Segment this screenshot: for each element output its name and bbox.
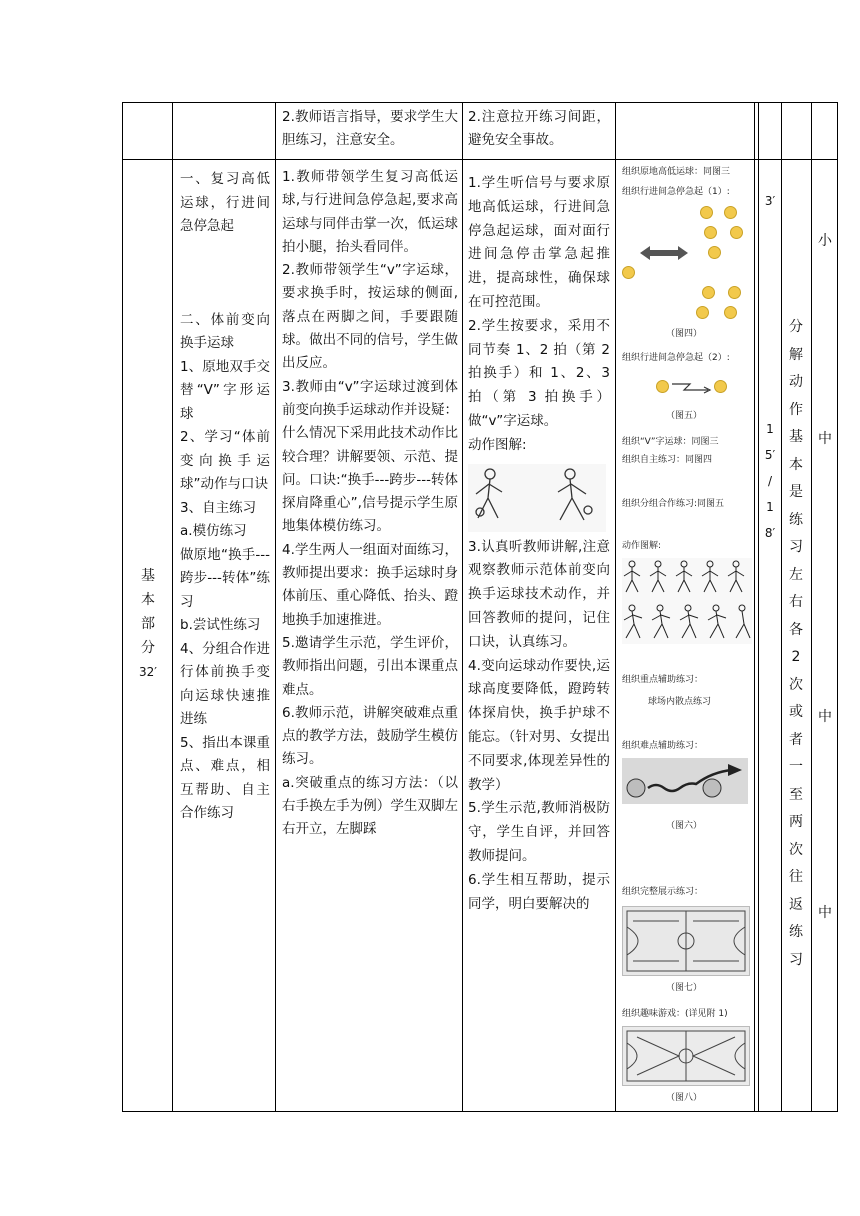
count-char: 一 — [789, 759, 803, 775]
org-line: 球场内散点练习 — [648, 697, 712, 707]
teacher-step: 6.教师示范，讲解突破难点重点的教学方法，鼓励学生模仿练习。 — [282, 704, 458, 768]
student-icon — [696, 306, 709, 319]
student-icon — [702, 286, 715, 299]
org-line: 组织行进间急停急起（2）: — [622, 353, 730, 363]
count-char: 习 — [789, 539, 803, 555]
content-cell — [180, 168, 270, 826]
org-figure-5 — [652, 378, 732, 398]
time-char: / — [767, 474, 773, 488]
count-char: 分 — [789, 319, 803, 335]
teacher-step: 5.邀请学生示范，学生评价，教师指出问题，引出本课重点难点。 — [282, 634, 458, 698]
org-line: 组织原地高低运球：同图三 — [622, 167, 731, 177]
org-line: 组织“V”字运球：同图三 — [622, 437, 719, 447]
student-icon — [728, 286, 741, 299]
content-item: 1、原地双手交替“V”字形运球 — [180, 358, 270, 422]
col-line — [275, 102, 276, 1112]
time-char: 8′ — [764, 526, 776, 540]
fun-game-court-image-8 — [622, 1026, 750, 1086]
student-icon — [704, 226, 717, 239]
org-figure-4 — [620, 202, 752, 326]
section-label-time: 32′ — [139, 665, 157, 679]
org-line: 组织自主练习：同图四 — [622, 455, 713, 465]
table-border-top — [122, 102, 838, 103]
teacher-step: 2.教师带领学生“v”字运球，要求换手时，按运球的侧面,落点在两脚之间，手要跟随球。做出不同的信号，学生做出反应。 — [282, 262, 458, 372]
count-char: 本 — [789, 456, 803, 473]
count-char: 次 — [789, 676, 803, 693]
time-main — [761, 416, 779, 546]
zigzag-arrow-icon — [670, 378, 712, 396]
col-line — [615, 102, 616, 1112]
org-line: 动作图解: — [622, 541, 662, 551]
figure-caption: （图八） — [666, 1093, 703, 1103]
student-cell — [468, 172, 610, 916]
intensity-review: 小 — [818, 233, 832, 249]
count-char: 基 — [789, 429, 803, 445]
org-line: 组织完整展示练习： — [622, 887, 704, 897]
student-icon — [708, 246, 721, 259]
count-char: 往 — [789, 869, 803, 885]
count-char: 练 — [789, 924, 803, 940]
col-line — [172, 102, 173, 1112]
difficulty-practice-image — [622, 758, 748, 804]
double-arrow-icon — [638, 244, 690, 262]
content-crossover-title: 二、体前变向换手运球 — [180, 311, 270, 351]
full-court-image-7 — [622, 906, 750, 976]
game-court-icon — [623, 1027, 749, 1085]
student-icon — [724, 306, 737, 319]
player-sequence-icon — [622, 558, 752, 644]
student-step: 4.变向运球动作要快,运球高度要降低，蹬跨转体探肩快，换手护球不能忘。（针对男、女提出不同要求,体现差异性的教学） — [468, 657, 610, 793]
action-sequence-image — [622, 558, 752, 644]
count-char: 返 — [789, 896, 803, 913]
court-diagram-icon — [623, 907, 749, 975]
time-char: 1 — [766, 500, 774, 514]
org-line: 组织难点辅助练习： — [622, 741, 704, 751]
dribble-path-icon — [622, 758, 748, 804]
student-icon — [656, 380, 669, 393]
content-item: 2、学习“体前变向换手运球”动作与口诀 — [180, 429, 270, 492]
section-label-char: 基 — [141, 568, 155, 584]
col-line — [811, 102, 812, 1112]
table-border-right — [837, 102, 838, 1112]
content-item: 3、自主练习 — [180, 499, 257, 516]
student-icon — [724, 206, 737, 219]
intensity-main: 中 — [818, 905, 832, 921]
teacher-step: 4.学生两人一组面对面练习，教师提出要求：换手运球时身体前压、重心降低、抬头、蹬地换手加速推进。 — [282, 541, 458, 628]
teacher-step: 1.教师带领学生复习高低运球,与行进间急停急起,要求高运球与同伴击掌一次，低运球拍小腿，抬头看同伴。 — [282, 169, 458, 255]
count-char: 练 — [789, 511, 803, 528]
col-line — [462, 102, 463, 1112]
col-line — [781, 102, 782, 1112]
intensity-main: 中 — [818, 431, 832, 447]
time-review: 3′ — [764, 194, 776, 208]
count-char: 或 — [789, 704, 803, 720]
content-item: 5、指出本课重点、难点，相互帮助、自主合作练习 — [180, 734, 270, 821]
time-char: 1 — [766, 422, 774, 436]
row-divider — [122, 159, 838, 160]
count-char: 右 — [789, 594, 803, 610]
teacher-cell — [282, 166, 458, 842]
top-teacher-text: 2.教师语言指导，要求学生大胆练习，注意安全。 — [282, 109, 458, 148]
table-border-bottom — [122, 1111, 838, 1112]
col-line — [754, 102, 755, 1112]
top-student-text: 2.注意拉开练习间距，避免安全事故。 — [468, 109, 610, 148]
student-step: 6.学生相互帮助，提示同学，明白要解决的 — [468, 871, 610, 912]
count-char: 作 — [789, 401, 803, 418]
practice-count — [785, 314, 807, 974]
student-action-diagram — [468, 464, 606, 532]
count-char: 各 — [789, 621, 803, 638]
lesson-table — [122, 102, 838, 1112]
content-item: b.尝试性练习 — [180, 617, 261, 633]
col-line — [758, 102, 759, 1112]
count-char: 解 — [789, 346, 803, 363]
count-char: 是 — [789, 484, 803, 500]
student-icon — [730, 226, 743, 239]
figure-caption: （图七） — [666, 983, 703, 993]
top-teacher-cell — [282, 106, 458, 151]
org-line: 组织趣味游戏：(详见附 1) — [622, 1009, 728, 1019]
count-char: 习 — [789, 951, 803, 968]
teacher-step: 3.教师由“v”字运球过渡到体前变向换手运球动作并设疑：什么情况下采用此技术动作比较合理？讲解要领、示范、提问。口诀:“换手---跨步---转体探肩降重心”,信号提示学生原地集体模仿练习。 — [282, 378, 458, 535]
teacher-step: a.突破重点的练习方法：（以右手换左手为例）学生双脚左右开立，左脚踩 — [282, 774, 458, 838]
time-char: 5′ — [764, 448, 776, 462]
count-char: 动 — [789, 374, 803, 390]
student-icon — [622, 266, 635, 279]
intensity-main: 中 — [818, 709, 832, 725]
student-icon — [714, 380, 727, 393]
org-line: 组织分组合作练习:同图五 — [622, 499, 725, 509]
dribble-figures-icon — [468, 464, 606, 532]
student-step: 5.学生示范,教师消极防守，学生自评，并回答教师提问。 — [468, 800, 610, 864]
content-review: 一、复习高低运球，行进间急停急起 — [180, 171, 270, 234]
student-step: 3.认真听教师讲解,注意观察教师示范体前变向换手运球技术动作，并回答教师的提问，记住口诀，认真练习。 — [468, 538, 610, 650]
top-student-cell — [468, 106, 610, 151]
student-diagram-label: 动作图解: — [468, 436, 527, 453]
section-label-char: 部 — [141, 616, 155, 632]
count-char: 次 — [789, 841, 803, 858]
count-char: 者 — [789, 731, 803, 748]
figure-caption: （图四） — [666, 329, 703, 339]
content-item: a.模仿练习 — [180, 523, 247, 539]
content-item: 做原地“换手---跨步---转体”练习 — [180, 546, 270, 610]
section-label-char: 分 — [141, 640, 155, 656]
count-char: 至 — [789, 786, 803, 803]
figure-caption: （图六） — [666, 821, 703, 831]
count-char: 2 — [791, 649, 801, 665]
student-step: 2.学生按要求，采用不同节奏 1、2 拍（第 2 拍换手）和 1、2、3 拍（第 3 拍换手）做“v”字运球。 — [468, 317, 610, 429]
figure-caption: （图五） — [666, 411, 703, 421]
content-item: 4、分组合作进行体前换手变向运球快速推进练 — [180, 640, 270, 727]
col-line — [122, 102, 123, 1112]
section-label-char: 本 — [141, 592, 155, 608]
student-step: 1.学生听信号与要求原地高低运球，行进间急停急起运球，面对面行进间急停击掌急起推进，提高球性，确保球在可控范围。 — [468, 175, 610, 310]
count-char: 左 — [789, 566, 803, 583]
org-line: 组织行进间急停急起（1）: — [622, 187, 730, 197]
section-label — [130, 564, 166, 684]
count-char: 两 — [789, 814, 803, 830]
student-icon — [700, 206, 713, 219]
org-line: 组织重点辅助练习： — [622, 675, 704, 685]
